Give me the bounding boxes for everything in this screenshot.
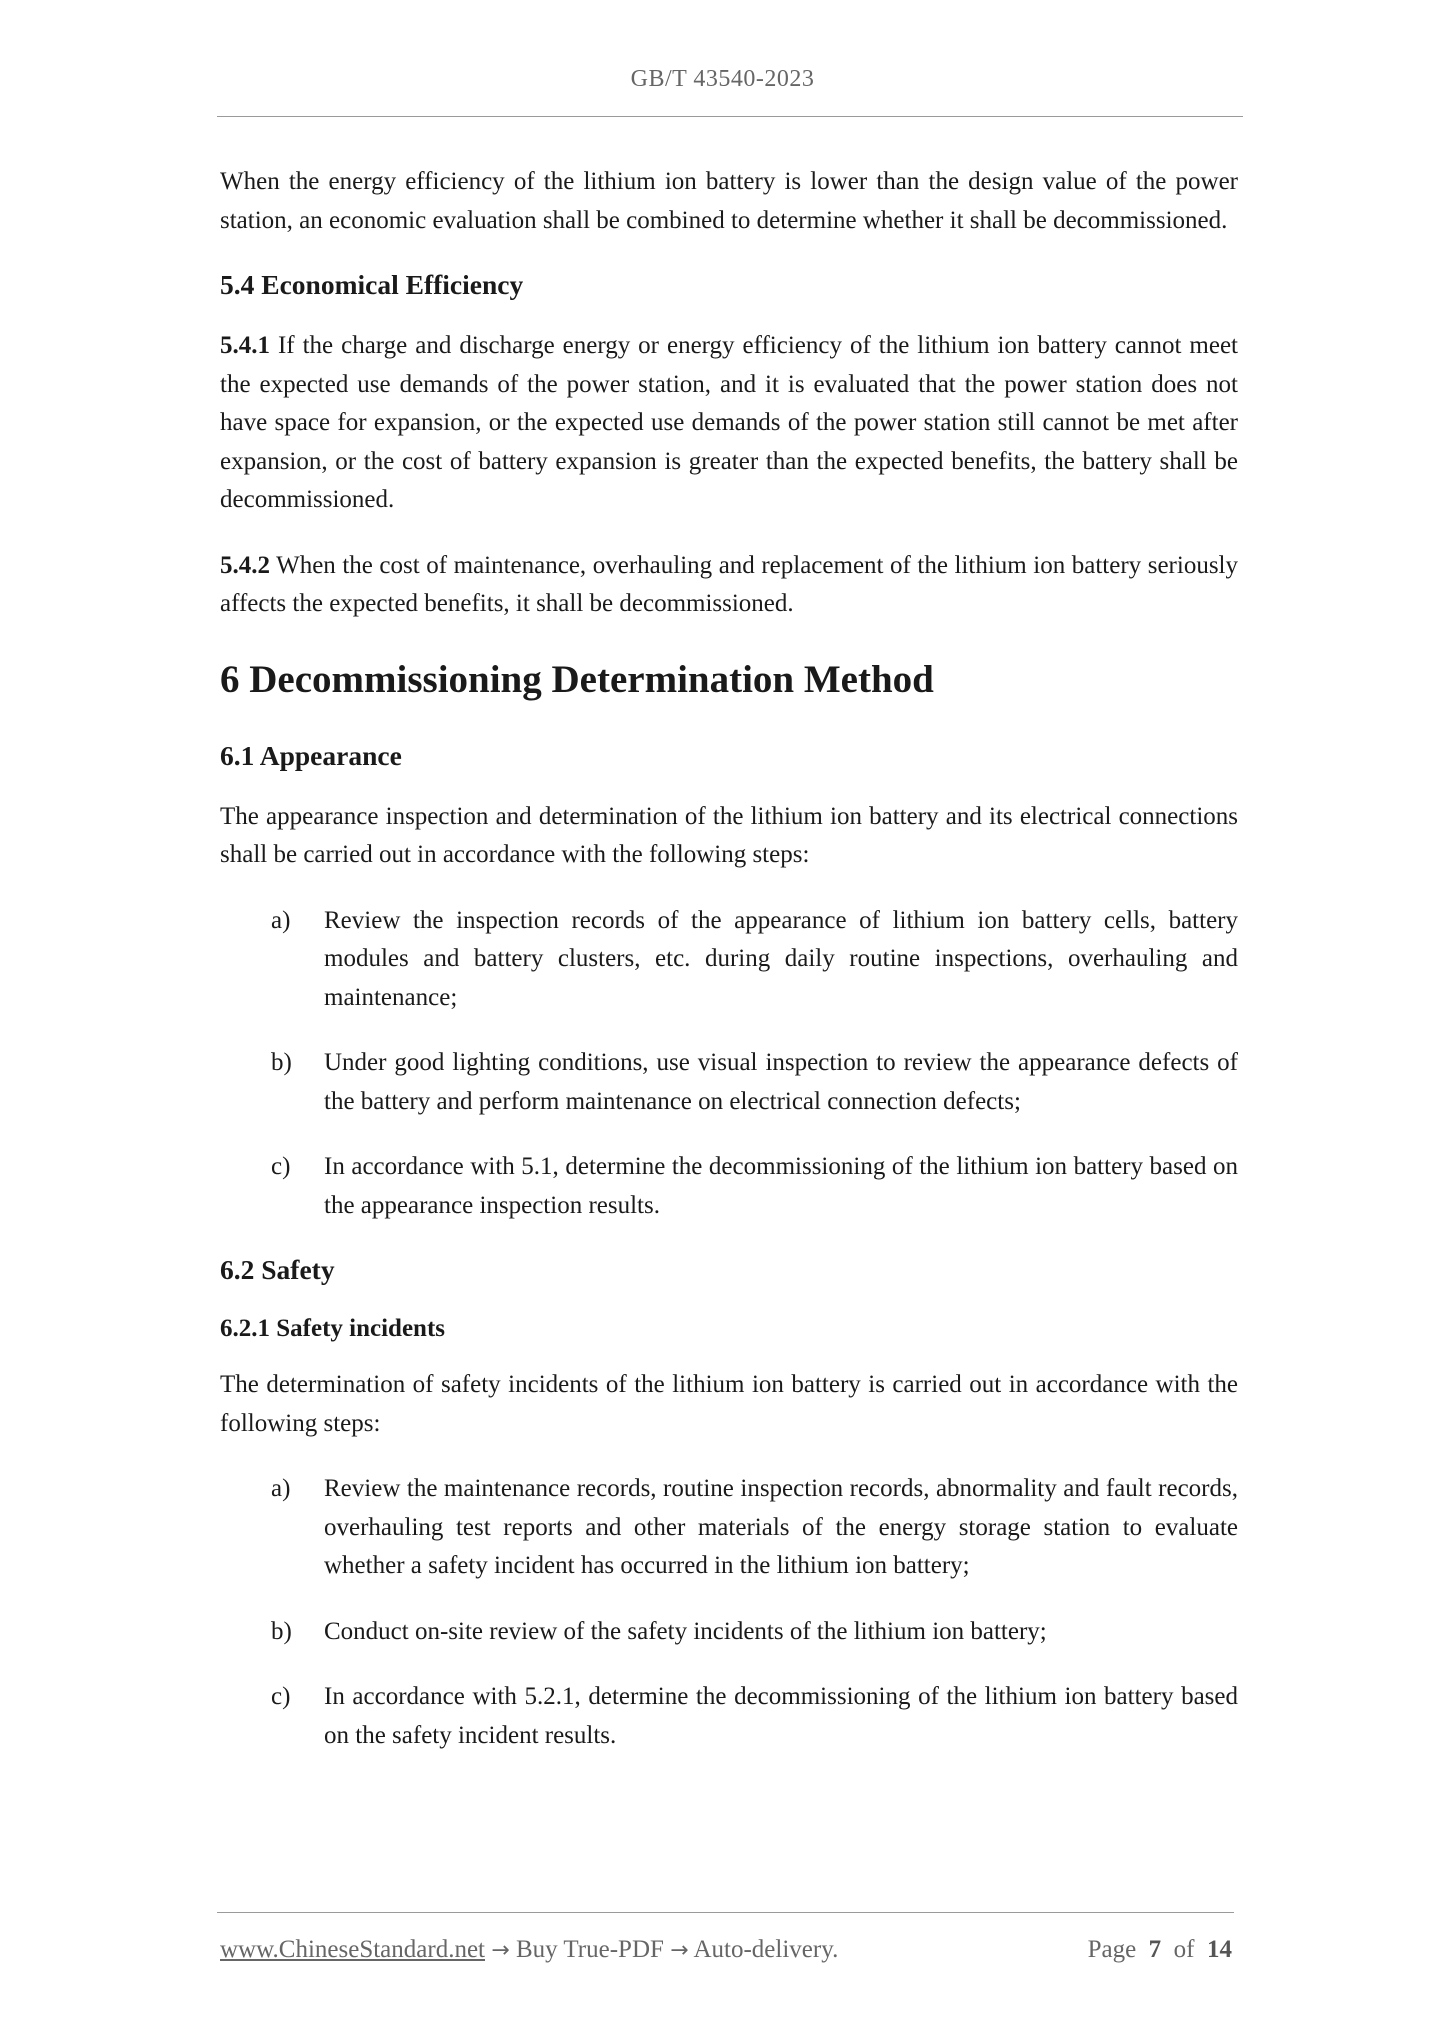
section-6-2-1-intro: The determination of safety incidents of the lithium ion battery is carried out in accordance with the following steps: bbox=[220, 1371, 1238, 1437]
list-item bbox=[220, 902, 1238, 1018]
list-item-text: In accordance with 5.1, determine the decommissioning of the lithium ion battery based on the appearance inspection results. bbox=[324, 1153, 1238, 1219]
page-content bbox=[220, 163, 1238, 1782]
page-footer bbox=[220, 1933, 1232, 1968]
list-marker: a) bbox=[271, 906, 291, 934]
list-item-text: Review the inspection records of the appearance of lithium ion battery cells, battery modules and battery clusters, etc. during daily routine inspections, overhauling and maintenance; bbox=[324, 906, 1238, 1011]
page-label: Page bbox=[1087, 1936, 1137, 1963]
section-6-2-heading: 6.2 Safety bbox=[220, 1254, 335, 1285]
list-item bbox=[220, 1678, 1238, 1755]
list-marker: b) bbox=[271, 1617, 292, 1645]
header-divider bbox=[217, 116, 1243, 117]
header-doc-id: GB/T 43540-2023 bbox=[630, 66, 815, 92]
list-item bbox=[220, 1148, 1238, 1225]
section-5-4-heading: 5.4 Economical Efficiency bbox=[220, 269, 524, 300]
site-link[interactable]: www.ChineseStandard.net bbox=[220, 1936, 485, 1963]
list-marker: c) bbox=[271, 1153, 291, 1180]
list-marker: b) bbox=[271, 1049, 292, 1076]
of-label: of bbox=[1173, 1936, 1195, 1963]
arrow-right-icon: → bbox=[670, 1938, 689, 1963]
clause-5-4-2 bbox=[220, 547, 1238, 624]
page-total: 14 bbox=[1207, 1936, 1232, 1963]
clause-number: 5.4.2 bbox=[220, 551, 270, 579]
arrow-right-icon: → bbox=[491, 1938, 510, 1963]
subsection-6-2-1-heading: 6.2.1 Safety incidents bbox=[220, 1315, 445, 1342]
list-item-text: Conduct on-site review of the safety incidents of the lithium ion battery; bbox=[324, 1617, 1047, 1645]
list-item-text: Under good lighting conditions, use visual inspection to review the appearance defects of the battery and perform maintenance on electrical connection defects; bbox=[324, 1049, 1238, 1115]
list-item bbox=[220, 1044, 1238, 1121]
list-item bbox=[220, 1470, 1238, 1586]
list-marker: c) bbox=[271, 1683, 291, 1710]
page-number bbox=[1088, 1933, 1232, 1967]
clause-text: When the cost of maintenance, overhauling and replacement of the lithium ion battery seriously affects the expected benefits, it shall be decommissioned. bbox=[220, 551, 1238, 617]
list-item bbox=[220, 1613, 1238, 1652]
clause-text: If the charge and discharge energy or energy efficiency of the lithium ion battery cannot meet the expected use demands of the power station, and it is evaluated that the power station does not have space for expansion, or the expected use demands of the power station still cannot be met after expansion, or the cost of battery expansion is greater than the expected benefits, the battery shall be decommissioned. bbox=[220, 332, 1238, 513]
clause-5-4-1 bbox=[220, 327, 1238, 520]
footer-divider bbox=[217, 1912, 1234, 1913]
page-current: 7 bbox=[1148, 1936, 1162, 1963]
intro-paragraph: When the energy efficiency of the lithium ion battery is lower than the design value of the power station, an economic evaluation shall be combined to determine whether it shall be decommissioned. bbox=[220, 168, 1238, 234]
list-marker: a) bbox=[271, 1475, 291, 1502]
footer-delivery-text: Auto-delivery. bbox=[688, 1936, 839, 1963]
list-item-text: In accordance with 5.2.1, determine the decommissioning of the lithium ion battery based on the safety incident results. bbox=[324, 1683, 1238, 1749]
section-6-1-heading: 6.1 Appearance bbox=[220, 739, 402, 771]
footer-buy-text: Buy True-PDF bbox=[509, 1936, 671, 1963]
chapter-6-heading: 6 Decommissioning Determination Method bbox=[220, 657, 934, 701]
list-item-text: Review the maintenance records, routine inspection records, abnormality and fault records, overhauling test reports and other materials of the energy storage station to evaluate whether a safety incident has occurred in the lithium ion battery; bbox=[324, 1475, 1238, 1579]
clause-number: 5.4.1 bbox=[220, 332, 270, 359]
section-6-1-intro: The appearance inspection and determination of the lithium ion battery and its electrical connections shall be carried out in accordance with the following steps: bbox=[220, 802, 1238, 868]
